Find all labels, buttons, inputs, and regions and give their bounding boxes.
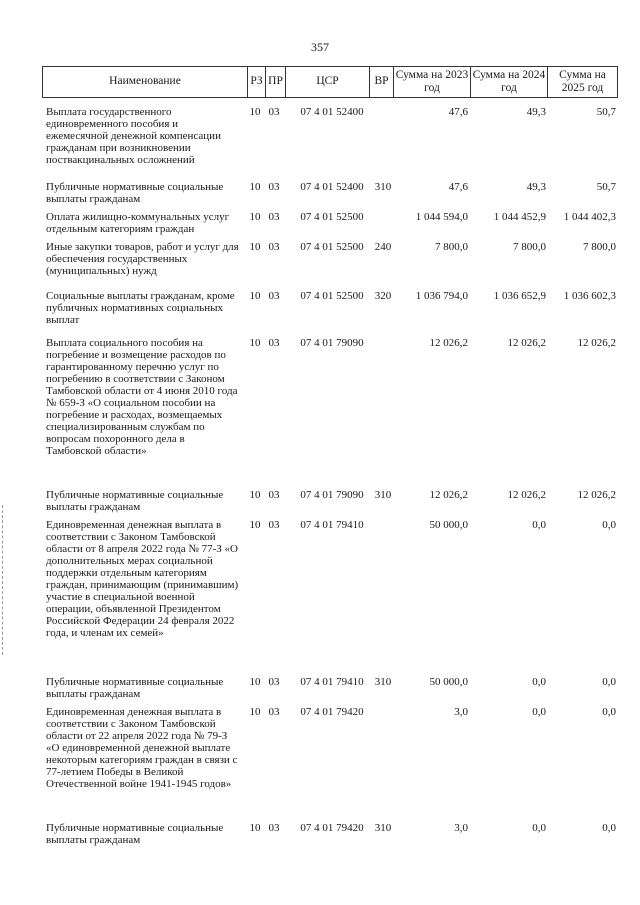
row-sum-2025: 1 036 602,3 xyxy=(563,290,616,302)
row-csr: 07 4 01 79420 xyxy=(300,822,364,834)
row-sum-2024: 49,3 xyxy=(526,106,546,118)
row-pr: 03 xyxy=(268,519,280,531)
row-csr: 07 4 01 79420 xyxy=(300,706,364,718)
row-pr: 03 xyxy=(268,181,280,193)
row-sum-2025: 50,7 xyxy=(596,106,616,118)
row-rz: 10 xyxy=(249,241,261,253)
row-name: Публичные нормативные социальные выплаты гражданам xyxy=(46,181,224,205)
row-rz: 10 xyxy=(249,676,261,688)
row-csr: 07 4 01 79090 xyxy=(300,337,364,349)
row-sum-2023: 1 036 794,0 xyxy=(415,290,468,302)
row-pr: 03 xyxy=(268,211,280,223)
row-pr: 03 xyxy=(268,337,280,349)
row-csr: 07 4 01 52500 xyxy=(300,241,364,253)
row-sum-2024: 7 800,0 xyxy=(513,241,546,253)
header-csr: ЦСР xyxy=(286,67,370,97)
row-pr: 03 xyxy=(268,290,280,302)
row-sum-2025: 0,0 xyxy=(602,519,616,531)
row-name: Выплата социального пособия на погребение и возмещение расходов по гарантированному перечню услуг по погребению в соответствии с Законом Тамбовской области от 4 июня 2010 года № 659-З «О социальном пособии на погребение и расходах, возмещаемых специализированным службам по вопросам похоронного дела в Тамбовской области» xyxy=(46,337,238,457)
row-name: Публичные нормативные социальные выплаты гражданам xyxy=(46,822,224,846)
header-sum-2023: Сумма на 2023 год xyxy=(394,67,471,97)
row-sum-2025: 12 026,2 xyxy=(577,337,616,349)
row-sum-2025: 0,0 xyxy=(602,676,616,688)
row-pr: 03 xyxy=(268,822,280,834)
row-vr: 310 xyxy=(374,489,392,501)
row-vr: 310 xyxy=(374,676,392,688)
header-rz: РЗ xyxy=(248,67,266,97)
row-name: Публичные нормативные социальные выплаты гражданам xyxy=(46,489,224,513)
row-vr: 310 xyxy=(374,822,392,834)
row-pr: 03 xyxy=(268,489,280,501)
row-sum-2025: 50,7 xyxy=(596,181,616,193)
row-sum-2023: 47,6 xyxy=(448,181,468,193)
row-pr: 03 xyxy=(268,676,280,688)
header-pr: ПР xyxy=(266,67,286,97)
row-sum-2024: 0,0 xyxy=(532,676,546,688)
page-number: 357 xyxy=(311,40,329,54)
row-rz: 10 xyxy=(249,181,261,193)
row-sum-2023: 12 026,2 xyxy=(429,337,468,349)
row-rz: 10 xyxy=(249,290,261,302)
row-sum-2024: 0,0 xyxy=(532,519,546,531)
row-sum-2025: 0,0 xyxy=(602,706,616,718)
row-name: Иные закупки товаров, работ и услуг для обеспечения государственных (муниципальных) нужд xyxy=(46,241,239,277)
header-name: Наименование xyxy=(43,67,248,97)
row-sum-2025: 1 044 402,3 xyxy=(563,211,616,223)
row-rz: 10 xyxy=(249,706,261,718)
row-rz: 10 xyxy=(249,337,261,349)
row-sum-2023: 3,0 xyxy=(454,822,468,834)
row-sum-2024: 12 026,2 xyxy=(507,489,546,501)
row-sum-2025: 12 026,2 xyxy=(577,489,616,501)
row-pr: 03 xyxy=(268,106,280,118)
row-csr: 07 4 01 79410 xyxy=(300,519,364,531)
row-sum-2023: 1 044 594,0 xyxy=(415,211,468,223)
row-sum-2023: 3,0 xyxy=(454,706,468,718)
row-name: Выплата государственного единовременного пособия и ежемесячной денежной компенсации гражданам при возникновении поствакцинальных осложнений xyxy=(46,106,221,166)
row-sum-2023: 7 800,0 xyxy=(435,241,468,253)
row-sum-2024: 49,3 xyxy=(526,181,546,193)
row-vr: 310 xyxy=(374,181,392,193)
row-pr: 03 xyxy=(268,706,280,718)
row-csr: 07 4 01 52500 xyxy=(300,290,364,302)
row-sum-2023: 50 000,0 xyxy=(429,519,468,531)
row-sum-2025: 7 800,0 xyxy=(583,241,616,253)
header-sum-2024: Сумма на 2024 год xyxy=(471,67,548,97)
header-sum-2025: Сумма на 2025 год xyxy=(559,68,606,94)
row-csr: 07 4 01 52400 xyxy=(300,106,364,118)
row-sum-2024: 1 044 452,9 xyxy=(493,211,546,223)
row-rz: 10 xyxy=(249,211,261,223)
row-pr: 03 xyxy=(268,241,280,253)
row-rz: 10 xyxy=(249,106,261,118)
row-name: Единовременная денежная выплата в соответствии с Законом Тамбовской области от 8 апреля 2022 года № 77-З «О дополнительных мерах социальной поддержки отдельным категориям граждан, принимающим (принимавшим) участие в специальной военной операции, объявленной Президентом Российской Федерации 24 февраля 2022 года, и членам их семей» xyxy=(46,519,239,639)
row-sum-2024: 1 036 652,9 xyxy=(493,290,546,302)
row-rz: 10 xyxy=(249,519,261,531)
row-csr: 07 4 01 79090 xyxy=(300,489,364,501)
row-vr: 240 xyxy=(374,241,392,253)
row-sum-2023: 12 026,2 xyxy=(429,489,468,501)
row-sum-2023: 47,6 xyxy=(448,106,468,118)
row-rz: 10 xyxy=(249,822,261,834)
row-sum-2024: 0,0 xyxy=(532,822,546,834)
row-name: Публичные нормативные социальные выплаты гражданам xyxy=(46,676,224,700)
row-sum-2024: 12 026,2 xyxy=(507,337,546,349)
row-name: Единовременная денежная выплата в соответствии с Законом Тамбовской области от 22 апреля 2022 года № 79-З «О единовременной денежной выплате некоторым категориям граждан в связи с 77-летием Победы в Великой Отечественной войне 1941-1945 годов» xyxy=(46,706,238,790)
header-vr: ВР xyxy=(370,67,394,97)
row-sum-2024: 0,0 xyxy=(532,706,546,718)
table-header xyxy=(42,66,618,98)
scan-margin-mark xyxy=(2,505,5,655)
row-csr: 07 4 01 52400 xyxy=(300,181,364,193)
row-sum-2025: 0,0 xyxy=(602,822,616,834)
row-csr: 07 4 01 79410 xyxy=(300,676,364,688)
row-name: Оплата жилищно-коммунальных услуг отдельным категориям граждан xyxy=(46,211,230,235)
row-rz: 10 xyxy=(249,489,261,501)
row-vr: 320 xyxy=(374,290,392,302)
row-csr: 07 4 01 52500 xyxy=(300,211,364,223)
row-sum-2023: 50 000,0 xyxy=(429,676,468,688)
row-name: Социальные выплаты гражданам, кроме публичных нормативных социальных выплат xyxy=(46,290,235,326)
